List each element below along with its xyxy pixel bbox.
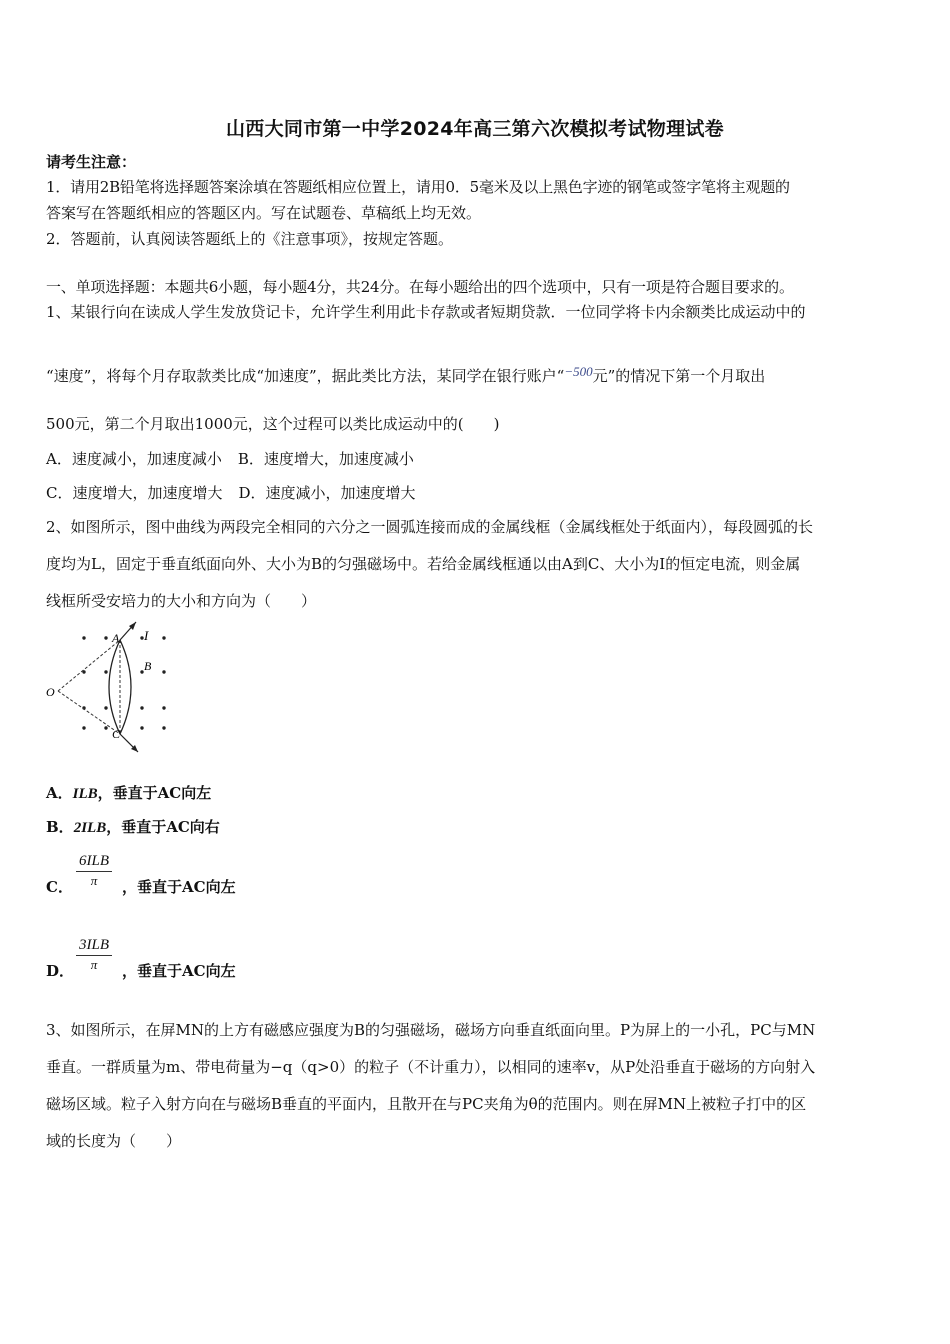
q3-line-1: 3、如图所示，在屏MN的上方有磁感应强度为B的匀强磁场，磁场方向垂直纸面向里。P为屏上的一小孔，PC与MN [46,1021,816,1039]
q2-option-d-fraction: 3ILB π [76,936,112,973]
q1-option-b: B．速度增大，加速度减小 [237,450,414,468]
page-title: 山西大同市第一中学2024年高三第六次模拟考试物理试卷 [226,118,724,140]
q2-figure-label-i: I [144,628,149,643]
q1-options-row-1 [46,449,414,469]
q2-option-c-fraction: 6ILB π [76,852,112,889]
q1-line-2-before: “速度”，将每个月存取款类比成“加速度”，据此类比方法，某同学在银行账户“ [46,367,565,385]
notice-heading: 请考生注意： [46,153,137,171]
q2-option-c-label: C． [46,878,73,896]
q2-figure-label-b: B [144,659,152,673]
q2-option-b: B．2ILB，垂直于AC向右 [46,818,220,836]
q2-line-3: 线框所受安培力的大小和方向为（ ） [46,592,317,610]
q2-line-2: 度均为L，固定于垂直纸面向外、大小为B的匀强磁场中。若给金属线框通以由A到C、大小为I的恒定电流，则金属 [46,555,801,573]
q2-figure-label-o: O [46,685,55,699]
q1-line-2-after: 元”的情况下第一个月取出 [592,367,766,385]
q2-option-c-text: ，垂直于AC向左 [122,878,236,896]
q2-figure-label-c: C [112,727,121,741]
q2-option-a: A．ILB，垂直于AC向左 [46,784,212,802]
q1-balance-value: −500 [564,364,593,379]
q1-option-c: C．速度增大，加速度增大 [46,484,223,502]
q2-option-d-text: ，垂直于AC向左 [122,962,236,980]
q1-line-1: 1、某银行向在读成人学生发放贷记卡，允许学生利用此卡存款或者短期贷款．一位同学将卡内余额类比成运动中的 [46,303,806,321]
q2-figure-label-a: A [112,631,120,645]
q1-options-row-2 [46,483,416,503]
q1-line-2 [46,366,765,387]
q1-line-3: 500元，第二个月取出1000元，这个过程可以类比成运动中的( ) [46,415,500,433]
notice-line-2: 2．答题前，认真阅读答题纸上的《注意事项》，按规定答题。 [46,230,454,248]
q3-line-3: 磁场区域。粒子入射方向在与磁场B垂直的平面内，且散开在与PC夹角为θ的范围内。则在屏MN上被粒子打中的区 [46,1095,807,1113]
notice-line-1b: 答案写在答题纸相应的答题区内。写在试题卷、草稿纸上均无效。 [46,204,482,222]
section-1-heading: 一、单项选择题：本题共6小题，每小题4分，共24分。在每小题给出的四个选项中，只有一项是符合题目要求的。 [46,278,794,296]
q3-line-2: 垂直。一群质量为m、带电荷量为−q（q>0）的粒子（不计重力），以相同的速率v，从P处沿垂直于磁场的方向射入 [46,1058,816,1076]
q2-figure [40,620,180,755]
notice-line-1a: 1．请用2B铅笔将选择题答案涂填在答题纸相应位置上，请用0．5毫米及以上黑色字迹的钢笔或签字笔将主观题的 [46,178,790,196]
q2-option-d-label: D． [46,962,75,980]
q2-line-1: 2、如图所示，图中曲线为两段完全相同的六分之一圆弧连接而成的金属线框（金属线框处于纸面内），每段圆弧的长 [46,518,814,536]
q3-line-4: 域的长度为（ ） [46,1132,182,1150]
q1-option-d: D．速度减小，加速度增大 [238,484,416,502]
q1-option-a: A．速度减小，加速度减小 [46,450,222,468]
